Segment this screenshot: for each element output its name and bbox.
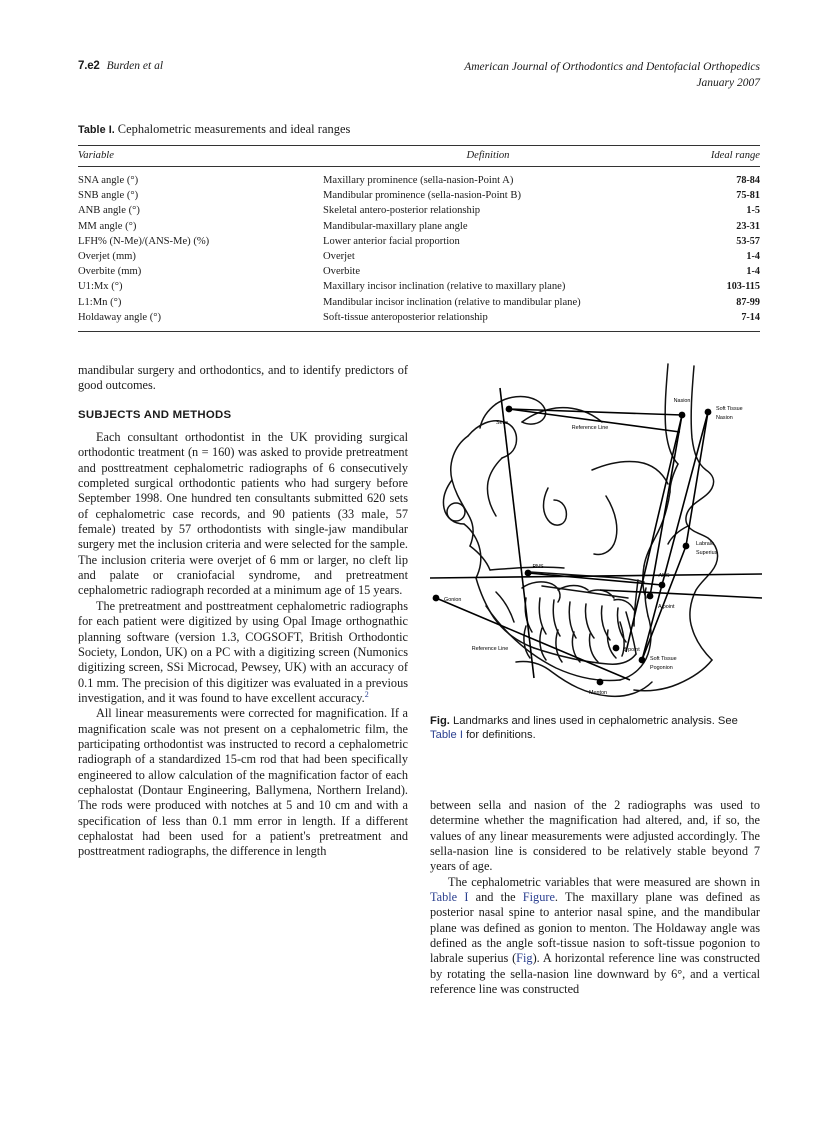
cell-definition: Mandibular-maxillary plane angle xyxy=(323,220,468,232)
figure-label-soft-tissue-nasion-line1: Soft Tissue xyxy=(716,406,743,412)
cell-definition: Soft-tissue anteroposterior relationship xyxy=(323,311,488,323)
table-row xyxy=(78,264,760,279)
paragraph-continued: mandibular surgery and orthodontics, and to identify predictors of good outcomes. xyxy=(78,363,408,393)
cell-definition: Maxillary prominence (sella-nasion-Point A) xyxy=(323,175,514,186)
cell-variable: Overbite (mm) xyxy=(78,266,142,278)
table-body xyxy=(78,167,760,332)
cell-definition: Mandibular prominence (sella-nasion-Point B) xyxy=(323,190,521,202)
journal-title: American Journal of Orthodontics and Dentofacial Orthopedics xyxy=(464,61,760,73)
column-header-ideal-range: Ideal range xyxy=(653,146,760,167)
paragraph-digitizing-text: The pretreatment and posttreatment cephalometric radiographs for each patient were digitized by using Opal Image orthognathic planning software (version 1.3, COGSOFT, British Orthodontic Society, London, UK) on a PC with a digitizing screen (Numonics digitizing screen, SSi Microcad, Pewsey, UK) with an accuracy of 0.1 mm. The precision of this digitizer was evaluated in a previous investigation, and it was found to have excellent accuracy. xyxy=(78,598,408,705)
cell-ideal-range: 1-4 xyxy=(746,251,760,263)
running-head-right xyxy=(464,60,760,91)
cell-variable: ANB angle (°) xyxy=(78,205,140,217)
cell-ideal-range: 7-14 xyxy=(741,311,760,323)
running-head-left xyxy=(78,60,163,72)
cell-variable: L1:Mn (°) xyxy=(78,296,122,308)
table-row xyxy=(78,219,760,234)
column-header-variable: Variable xyxy=(78,146,323,167)
paragraph-variables-text-a: The cephalometric variables that were measured are shown in xyxy=(448,874,760,889)
figure-label-soft-tissue-pogonion-line1: Soft Tissue xyxy=(650,656,677,662)
figure-label-labrale-line1: Labrale xyxy=(696,541,714,547)
paragraph-sella-nasion: between sella and nasion of the 2 radiographs was used to determine whether the magnification had altered, and, if so, the values of any linear measurements were adjusted accordingly. The sella-nasion line is considered to be relatively stable beyond 7 years of age. xyxy=(430,798,760,874)
figure-label-nasion: Nasion xyxy=(673,398,691,404)
table-bottom-rule xyxy=(78,331,760,332)
paragraph-magnification: All linear measurements were corrected for magnification. If a magnification scale was not present on a cephalometric film, the participating orthodontist was instructed to record a cephalometric radiograph of a standardized 15-cm rod that had been specifically engineered to allow calculation of the magnification factor of each cephalostat (Dontaur Engineering, Ballymena, Northern Ireland). The rods were produced with notches at 5 and 10 cm and with a specification of less than 0.1 mm error in length. If a different cephalostat had been used for a patient's pretreatment and posttreatment radiographs, the difference in length xyxy=(78,706,408,859)
left-column xyxy=(78,363,408,860)
cephalometric-measurements-table xyxy=(78,145,760,331)
table-row xyxy=(78,295,760,310)
cell-variable: Overjet (mm) xyxy=(78,251,136,263)
cell-definition: Maxillary incisor inclination (relative to maxillary plane) xyxy=(323,281,566,293)
cell-variable: SNB angle (°) xyxy=(78,190,139,202)
table-row xyxy=(78,234,760,249)
table-row xyxy=(78,310,760,331)
paragraph-variables-text-d: ). A horizontal reference line was constructed by rotating the sella-nasion line downward by 6°, and a vertical reference line was constructed xyxy=(430,951,760,997)
figure-label-gonion: Gonion xyxy=(444,597,462,603)
cell-ideal-range: 23-31 xyxy=(736,220,760,232)
table-xref[interactable]: Table I xyxy=(430,890,469,905)
issue-date: January 2007 xyxy=(696,76,760,89)
cell-definition: Skeletal antero-posterior relationship xyxy=(323,205,481,217)
running-head-authors: Burden et al xyxy=(106,60,164,72)
cell-ideal-range: 78-84 xyxy=(736,175,760,186)
figure-label-soft-tissue-nasion-line2: Nasion xyxy=(716,415,733,421)
table-row xyxy=(78,279,760,294)
figure-caption-table-xref[interactable]: Table I xyxy=(430,729,463,742)
figure-label-pns: PNS xyxy=(532,564,544,570)
page-folio: 7.e2 xyxy=(78,60,100,72)
figure-label-reference-line-upper: Reference Line xyxy=(571,425,609,431)
table-row xyxy=(78,167,760,189)
table-caption xyxy=(78,122,760,137)
cell-variable: Holdaway angle (°) xyxy=(78,311,162,323)
paragraph-subjects: Each consultant orthodontist in the UK providing surgical orthodontic treatment (n = 160) was asked to provide pretreatment and posttreatment cephalometric radiographs of 6 consecutively completed surgical orthodontic patients who had surgery before September 1998. One hundred ten consultants submitted 620 sets of cephalometric case records, and 90 patients (33 male, 57 female) treated by 57 orthodontists with single-jaw mandibular surgery met the inclusion criteria and were selected for the sample. The inclusion criteria were overjet of 6 mm or larger, no cleft lip and palate or craniofacial syndrome, and pretreatment cephalometric radiograph recorded at a minimum age of 15 years. xyxy=(78,430,408,598)
figure-label-ans: ANS xyxy=(658,573,670,579)
table-row xyxy=(78,249,760,264)
table-row xyxy=(78,203,760,218)
cell-ideal-range: 1-4 xyxy=(746,266,760,278)
cell-ideal-range: 1-5 xyxy=(746,205,760,217)
running-head xyxy=(78,60,760,100)
paragraph-variables xyxy=(430,875,760,998)
figure-label-b-point: B point xyxy=(623,647,640,653)
table-title: Cephalometric measurements and ideal ranges xyxy=(117,122,351,136)
cell-variable: U1:Mx (°) xyxy=(78,281,123,293)
cell-ideal-range: 103-115 xyxy=(726,281,760,293)
cell-variable: SNA angle (°) xyxy=(78,175,139,186)
cell-variable: MM angle (°) xyxy=(78,220,137,232)
table-header xyxy=(78,146,760,167)
figure-caption-text-b: for definitions. xyxy=(466,729,536,742)
cell-definition: Overbite xyxy=(323,266,361,278)
table-header-row xyxy=(78,146,760,167)
figure-label-soft-tissue-pogonion-line2: Pogonion xyxy=(650,665,673,671)
cell-definition: Lower anterior facial proportion xyxy=(323,235,460,247)
fig-xref-short[interactable]: Fig xyxy=(516,951,533,966)
paragraph-digitizing xyxy=(78,599,408,706)
cell-definition: Overjet xyxy=(323,251,355,263)
cell-ideal-range: 87-99 xyxy=(736,296,760,308)
paragraph-variables-text-b: and the xyxy=(475,890,516,905)
table-block xyxy=(78,122,760,332)
cell-ideal-range: 53-57 xyxy=(736,235,760,247)
figure-block xyxy=(430,360,762,743)
figure-xref[interactable]: Figure xyxy=(522,890,555,905)
figure-label-menton: Menton xyxy=(589,690,607,696)
figure-label-labrale-line2: Superius xyxy=(696,550,718,556)
cephalometric-tracing-figure xyxy=(430,360,762,700)
table-label: Table I. xyxy=(78,124,115,136)
column-header-definition: Definition xyxy=(323,146,653,167)
section-heading-subjects-and-methods: SUBJECTS AND METHODS xyxy=(78,408,232,421)
figure-caption xyxy=(430,714,760,743)
figure-label-reference-line-lower: Reference Line xyxy=(471,646,509,652)
figure-label-sella: Sella xyxy=(496,420,508,426)
figure-label-a-point: A point xyxy=(658,604,675,610)
cell-ideal-range: 75-81 xyxy=(736,190,760,202)
citation-ref-2[interactable]: 2 xyxy=(364,689,369,699)
figure-caption-text-a: Landmarks and lines used in cephalometric analysis. See xyxy=(453,715,738,727)
cell-definition: Mandibular incisor inclination (relative to mandibular plane) xyxy=(323,296,581,308)
figure-caption-label: Fig. xyxy=(430,715,450,727)
paragraph-variables-text-c: . The maxillary plane was defined as posterior nasal spine to anterior nasal spine, and the mandibular plane was defined as gonion to menton. The Holdaway angle was defined as the angle soft-tissue nasion to soft-tissue pogonion to labrale superius ( xyxy=(430,890,760,966)
table-row xyxy=(78,188,760,203)
cell-variable: LFH% (N-Me)/(ANS-Me) (%) xyxy=(78,235,210,247)
right-column xyxy=(430,798,760,997)
